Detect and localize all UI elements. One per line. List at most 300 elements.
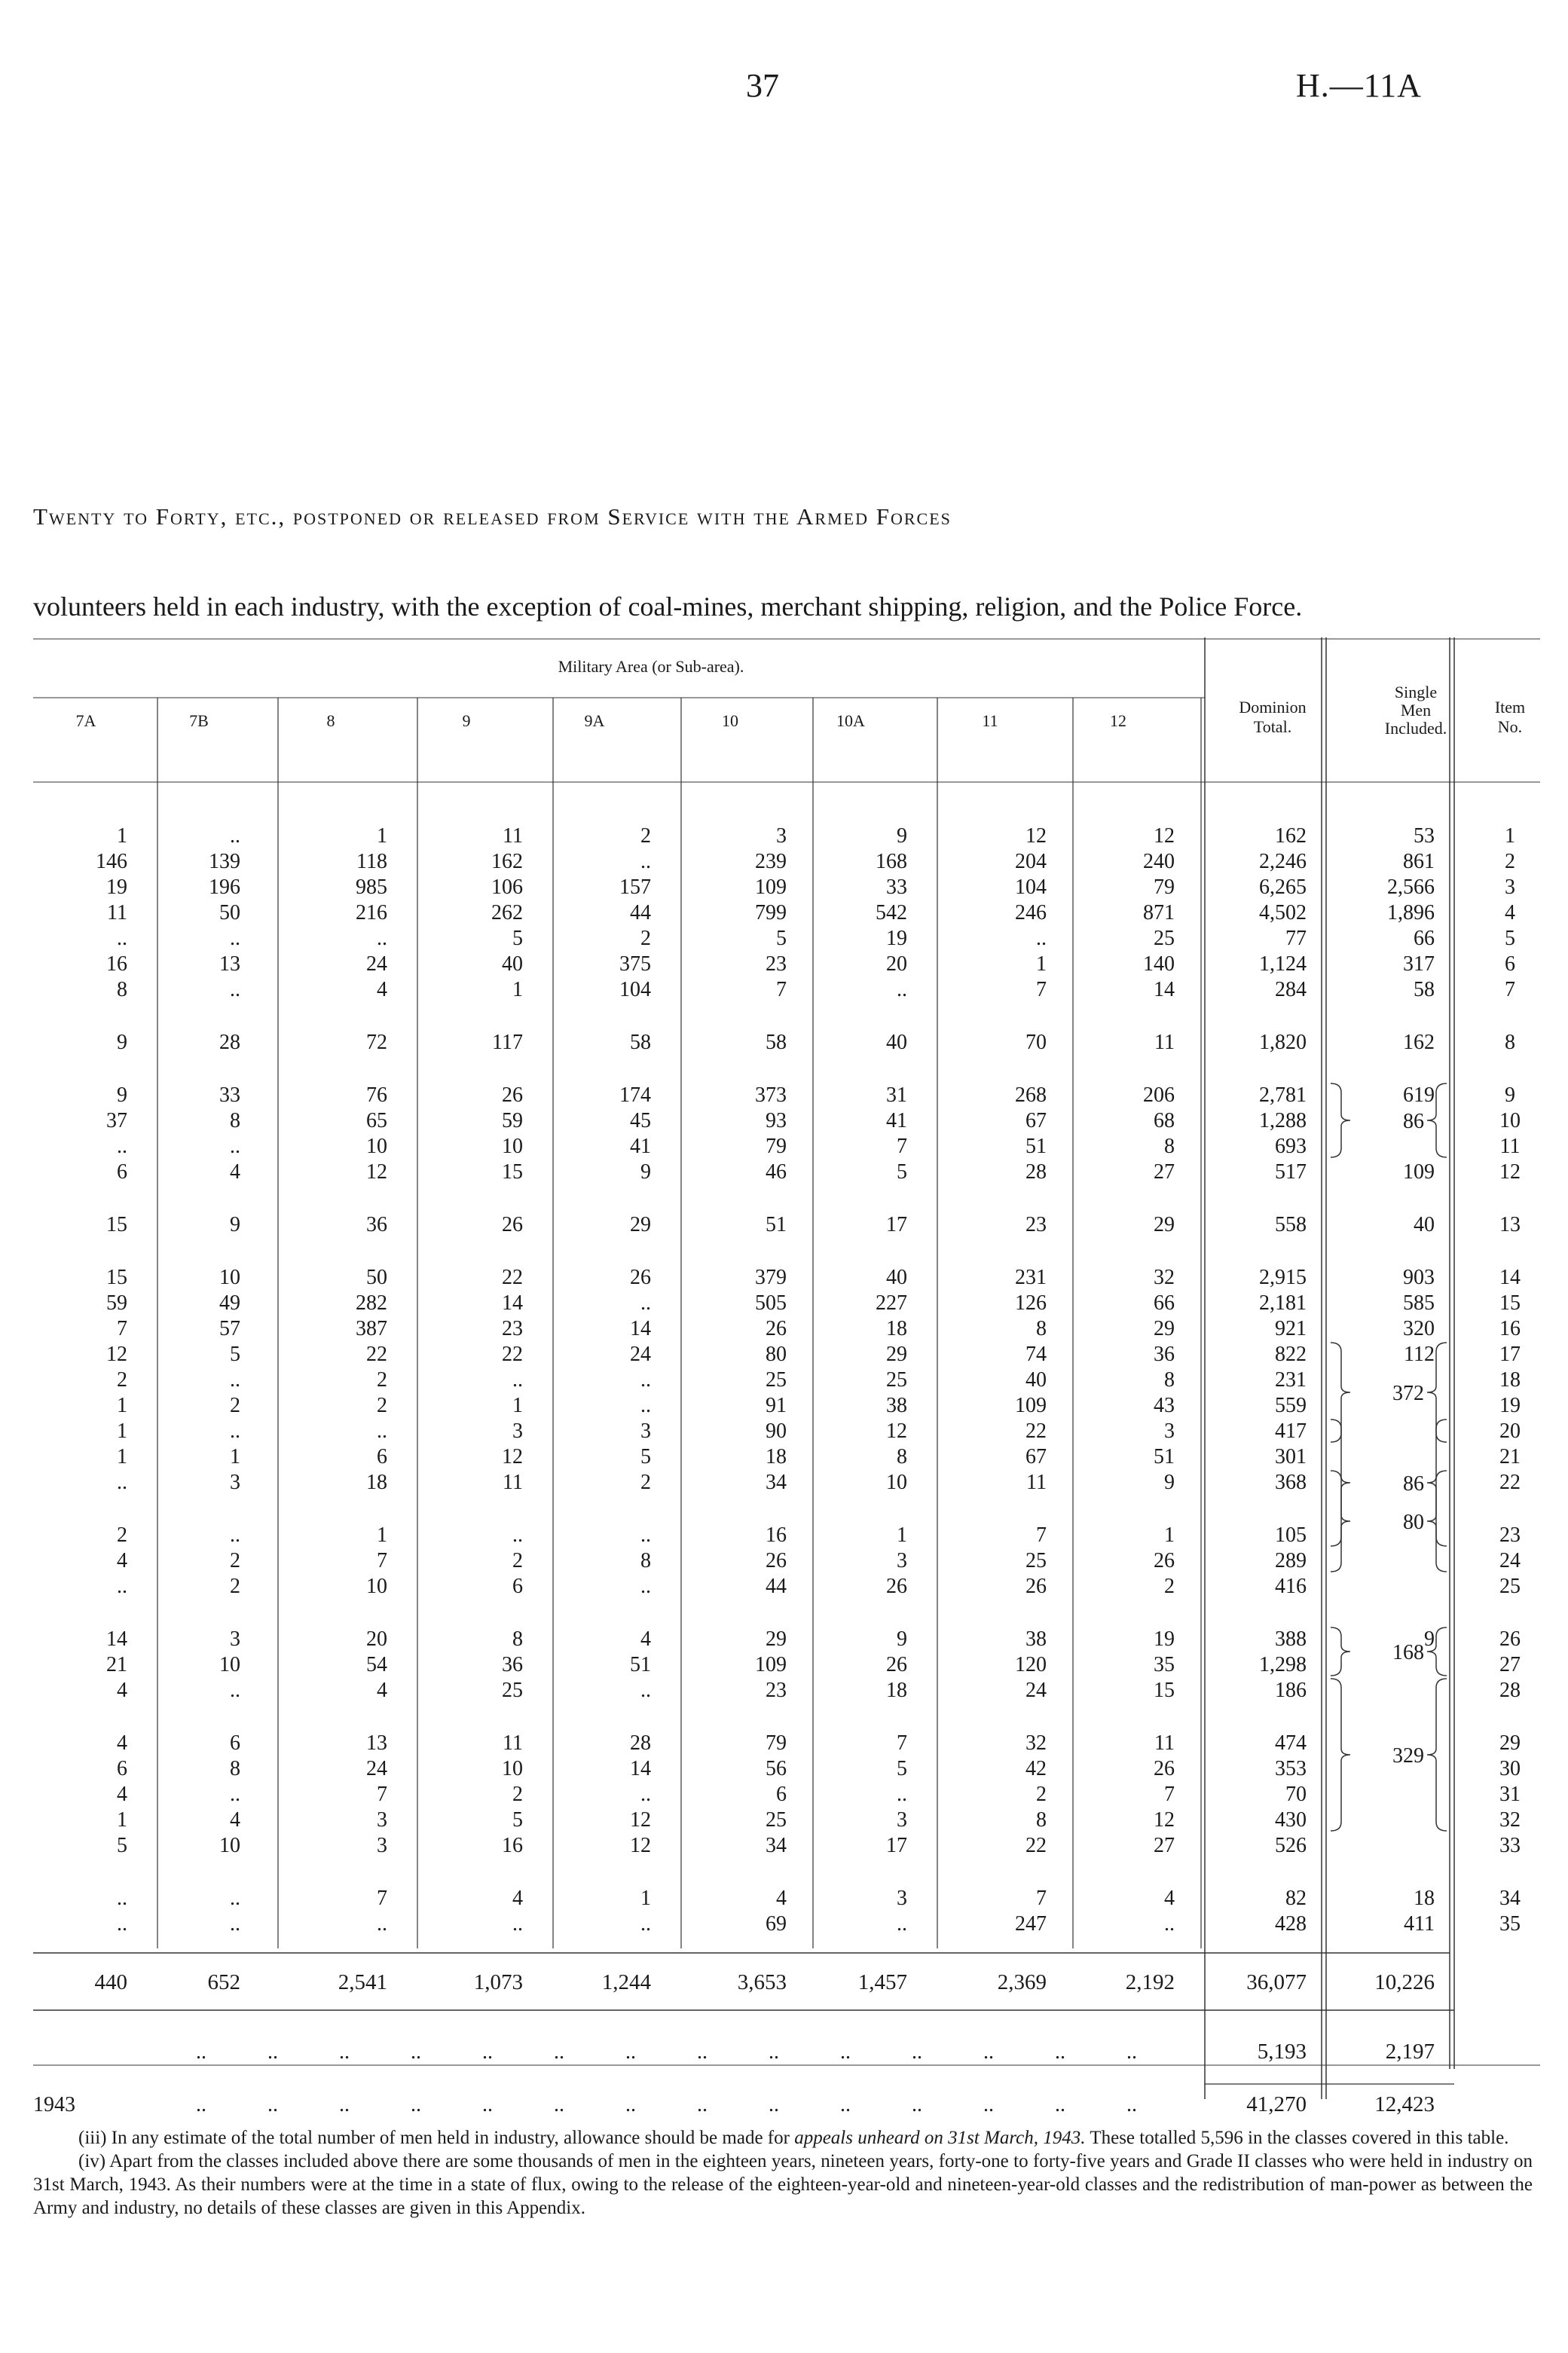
dominion-total-r24: 289 — [1275, 1549, 1307, 1572]
cell-r28-c7: 18 — [886, 1679, 907, 1702]
total-c1: 440 — [94, 1970, 127, 1994]
cell-r24-c5: 8 — [640, 1549, 651, 1572]
cell-r26-c1: 14 — [106, 1627, 127, 1651]
total-c4: 1,073 — [473, 1970, 523, 1994]
cell-r27-c5: 51 — [630, 1653, 651, 1676]
item-number-24: 24 — [1499, 1549, 1521, 1572]
item-number-3: 3 — [1505, 875, 1515, 899]
cell-r20-c9: 3 — [1164, 1419, 1175, 1443]
cell-r28-c5: .. — [640, 1679, 651, 1702]
military-area-header: Military Area (or Sub-area). — [558, 657, 744, 676]
cell-r7-c6: 7 — [776, 978, 787, 1001]
cell-r12-c8: 28 — [1025, 1160, 1047, 1184]
single-men-r6: 317 — [1403, 952, 1435, 976]
cell-r11-c7: 7 — [897, 1135, 907, 1158]
cell-r24-c6: 26 — [766, 1549, 787, 1572]
cell-r15-c4: 14 — [502, 1291, 523, 1315]
cell-r17-c9: 36 — [1154, 1343, 1175, 1366]
single-men-r5: 66 — [1414, 927, 1435, 950]
cell-r34-c5: 1 — [640, 1887, 651, 1910]
cell-r31-c9: 7 — [1164, 1783, 1175, 1806]
cell-r23-c5: .. — [640, 1523, 651, 1547]
group-subtotal-4: 80 — [1403, 1511, 1424, 1534]
single-men-r13: 40 — [1414, 1213, 1435, 1236]
item-number-18: 18 — [1499, 1368, 1521, 1392]
cell-r22-c1: .. — [117, 1471, 127, 1494]
leader-dots-1-2: .. — [267, 2040, 278, 2064]
dominion-total-r31: 70 — [1285, 1783, 1307, 1806]
cell-r29-c1: 4 — [117, 1731, 127, 1755]
cell-r13-c5: 29 — [630, 1213, 651, 1236]
dominion-total-r25: 416 — [1275, 1575, 1307, 1598]
item-number-2: 2 — [1505, 850, 1515, 873]
cell-r20-c3: .. — [377, 1419, 387, 1443]
cell-r13-c6: 51 — [766, 1213, 787, 1236]
group-brace-right-4 — [1427, 1471, 1447, 1572]
dominion-total-r29: 474 — [1275, 1731, 1307, 1755]
cell-r10-c5: 45 — [630, 1109, 651, 1132]
cell-r6-c1: 16 — [106, 952, 127, 976]
cell-r7-c5: 104 — [619, 978, 651, 1001]
item-number-29: 29 — [1499, 1731, 1521, 1755]
single-header-line1: Single — [1394, 683, 1438, 701]
single-men-total: 10,226 — [1374, 1970, 1435, 1994]
cell-r35-c3: .. — [377, 1912, 387, 1936]
cell-r19-c2: 2 — [230, 1394, 240, 1417]
cell-r25-c7: 26 — [886, 1575, 907, 1598]
cell-r14-c4: 22 — [502, 1266, 523, 1289]
cell-r7-c9: 14 — [1154, 978, 1175, 1001]
leader-dots-2-11: .. — [912, 2093, 922, 2116]
cell-r24-c1: 4 — [117, 1549, 127, 1572]
dominion-grand-total: 36,077 — [1246, 1970, 1307, 1994]
cell-r3-c9: 79 — [1154, 875, 1175, 899]
cell-r30-c4: 10 — [502, 1757, 523, 1780]
item-number-20: 20 — [1499, 1419, 1521, 1443]
cell-r14-c3: 50 — [366, 1266, 387, 1289]
cell-r32-c3: 3 — [377, 1808, 387, 1832]
leader-dots-2-6: .. — [554, 2093, 564, 2116]
leader-dots-2-3: .. — [339, 2093, 350, 2116]
summary-dominion-2: 41,270 — [1246, 2092, 1307, 2116]
group-subtotal-6: 329 — [1392, 1744, 1424, 1768]
cell-r23-c3: 1 — [377, 1523, 387, 1547]
column-number-1: 7A — [75, 711, 96, 730]
footnote-iii-text-a: (iii) In any estimate of the total number of men held in industry, allowance should be made for — [78, 2128, 795, 2148]
dominion-total-r33: 526 — [1275, 1834, 1307, 1857]
item-number-10: 10 — [1499, 1109, 1521, 1132]
cell-r20-c4: 3 — [512, 1419, 523, 1443]
cell-r1-c9: 12 — [1154, 824, 1175, 848]
cell-r35-c9: .. — [1164, 1912, 1175, 1936]
cell-r16-c2: 57 — [219, 1317, 240, 1340]
cell-r9-c6: 373 — [755, 1083, 787, 1107]
dominion-total-r1: 162 — [1275, 824, 1307, 848]
cell-r3-c1: 19 — [106, 875, 127, 899]
item-number-13: 13 — [1499, 1213, 1521, 1236]
leader-dots-2-2: .. — [267, 2093, 278, 2116]
cell-r19-c4: 1 — [512, 1394, 523, 1417]
cell-r8-c7: 40 — [886, 1031, 907, 1054]
total-c2: 652 — [207, 1970, 240, 1994]
cell-r18-c5: .. — [640, 1368, 651, 1392]
cell-r25-c1: .. — [117, 1575, 127, 1598]
cell-r34-c2: .. — [230, 1887, 240, 1910]
item-number-5: 5 — [1505, 927, 1515, 950]
dominion-total-r34: 82 — [1285, 1887, 1307, 1910]
cell-r8-c5: 58 — [630, 1031, 651, 1054]
dominion-total-r9: 2,781 — [1259, 1083, 1307, 1107]
cell-r18-c2: .. — [230, 1368, 240, 1392]
dominion-total-r23: 105 — [1275, 1523, 1307, 1547]
item-number-16: 16 — [1499, 1317, 1521, 1340]
group-brace-left-1 — [1331, 1083, 1350, 1157]
cell-r35-c8: 247 — [1015, 1912, 1047, 1936]
cell-r6-c5: 375 — [619, 952, 651, 976]
dominion-total-r15: 2,181 — [1259, 1291, 1307, 1315]
cell-r26-c5: 4 — [640, 1627, 651, 1651]
cell-r6-c9: 140 — [1143, 952, 1175, 976]
cell-r34-c3: 7 — [377, 1887, 387, 1910]
cell-r23-c8: 7 — [1036, 1523, 1047, 1547]
dominion-total-r13: 558 — [1275, 1213, 1307, 1236]
cell-r16-c8: 8 — [1036, 1317, 1047, 1340]
cell-r31-c3: 7 — [377, 1783, 387, 1806]
cell-r3-c2: 196 — [209, 875, 240, 899]
cell-r17-c6: 80 — [766, 1343, 787, 1366]
cell-r31-c1: 4 — [117, 1783, 127, 1806]
cell-r27-c8: 120 — [1015, 1653, 1047, 1676]
total-c5: 1,244 — [601, 1970, 651, 1994]
cell-r5-c9: 25 — [1154, 927, 1175, 950]
cell-r15-c7: 227 — [876, 1291, 907, 1315]
summary-single-1: 2,197 — [1385, 2040, 1435, 2064]
cell-r13-c1: 15 — [106, 1213, 127, 1236]
cell-r20-c1: 1 — [117, 1419, 127, 1443]
cell-r12-c6: 46 — [766, 1160, 787, 1184]
cell-r11-c6: 79 — [766, 1135, 787, 1158]
cell-r18-c8: 40 — [1025, 1368, 1047, 1392]
cell-r7-c3: 4 — [377, 978, 387, 1001]
cell-r27-c2: 10 — [219, 1653, 240, 1676]
cell-r7-c1: 8 — [117, 978, 127, 1001]
cell-r11-c2: .. — [230, 1135, 240, 1158]
leader-dots-2-4: .. — [411, 2093, 421, 2116]
leader-dots-1-14: .. — [1126, 2040, 1137, 2064]
cell-r29-c2: 6 — [230, 1731, 240, 1755]
cell-r8-c4: 117 — [492, 1031, 523, 1054]
cell-r8-c6: 58 — [766, 1031, 787, 1054]
cell-r29-c4: 11 — [503, 1731, 523, 1755]
cell-r10-c9: 68 — [1154, 1109, 1175, 1132]
cell-r4-c8: 246 — [1015, 901, 1047, 924]
item-number-9: 9 — [1505, 1083, 1515, 1107]
cell-r34-c1: .. — [117, 1887, 127, 1910]
dominion-total-r26: 388 — [1275, 1627, 1307, 1651]
cell-r23-c6: 16 — [766, 1523, 787, 1547]
cell-r18-c6: 25 — [766, 1368, 787, 1392]
cell-r9-c7: 31 — [886, 1083, 907, 1107]
cell-r13-c8: 23 — [1025, 1213, 1047, 1236]
statistics-table-svg — [33, 637, 1540, 2116]
cell-r12-c1: 6 — [117, 1160, 127, 1184]
cell-r12-c3: 12 — [366, 1160, 387, 1184]
cell-r10-c1: 37 — [106, 1109, 127, 1132]
cell-r25-c3: 10 — [366, 1575, 387, 1598]
summary-row-label-2: 1943 — [33, 2093, 75, 2116]
cell-r3-c8: 104 — [1015, 875, 1047, 899]
footnote-iii-emphasis: appeals unheard on 31st March, 1943. — [794, 2128, 1086, 2148]
cell-r6-c6: 23 — [766, 952, 787, 976]
cell-r31-c8: 2 — [1036, 1783, 1047, 1806]
cell-r27-c3: 54 — [366, 1653, 387, 1676]
single-men-r14: 903 — [1403, 1266, 1435, 1289]
cell-r33-c5: 12 — [630, 1834, 651, 1857]
item-number-15: 15 — [1499, 1291, 1521, 1315]
cell-r14-c1: 15 — [106, 1266, 127, 1289]
cell-r1-c5: 2 — [640, 824, 651, 848]
total-c9: 2,192 — [1125, 1970, 1175, 1994]
cell-r1-c3: 1 — [377, 824, 387, 848]
cell-r6-c4: 40 — [502, 952, 523, 976]
cell-r33-c6: 34 — [766, 1834, 787, 1857]
cell-r32-c2: 4 — [230, 1808, 240, 1832]
cell-r16-c7: 18 — [886, 1317, 907, 1340]
cell-r12-c9: 27 — [1154, 1160, 1175, 1184]
group-brace-left-5 — [1331, 1627, 1350, 1676]
cell-r25-c5: .. — [640, 1575, 651, 1598]
cell-r28-c9: 15 — [1154, 1679, 1175, 1702]
total-c6: 3,653 — [737, 1970, 787, 1994]
cell-r30-c2: 8 — [230, 1757, 240, 1780]
cell-r20-c7: 12 — [886, 1419, 907, 1443]
dominion-total-r22: 368 — [1275, 1471, 1307, 1494]
cell-r4-c7: 542 — [876, 901, 907, 924]
cell-r22-c3: 18 — [366, 1471, 387, 1494]
cell-r28-c2: .. — [230, 1679, 240, 1702]
dominion-total-r30: 353 — [1275, 1757, 1307, 1780]
cell-r20-c2: .. — [230, 1419, 240, 1443]
cell-r15-c8: 126 — [1015, 1291, 1047, 1315]
column-number-7: 10A — [836, 711, 865, 730]
single-header-line2: Men — [1400, 701, 1432, 720]
cell-r19-c7: 38 — [886, 1394, 907, 1417]
cell-r2-c3: 118 — [356, 850, 387, 873]
column-number-9: 12 — [1110, 711, 1126, 730]
group-brace-left-4 — [1331, 1471, 1350, 1572]
cell-r32-c7: 3 — [897, 1808, 907, 1832]
leader-dots-1-6: .. — [554, 2040, 564, 2064]
cell-r35-c7: .. — [897, 1912, 907, 1936]
cell-r10-c7: 41 — [886, 1109, 907, 1132]
cell-r9-c1: 9 — [117, 1083, 127, 1107]
dominion-total-r19: 559 — [1275, 1394, 1307, 1417]
cell-r26-c2: 3 — [230, 1627, 240, 1651]
cell-r17-c4: 22 — [502, 1343, 523, 1366]
cell-r31-c4: 2 — [512, 1783, 523, 1806]
cell-r21-c4: 12 — [502, 1445, 523, 1468]
cell-r35-c5: .. — [640, 1912, 651, 1936]
cell-r12-c4: 15 — [502, 1160, 523, 1184]
cell-r16-c5: 14 — [630, 1317, 651, 1340]
cell-r22-c2: 3 — [230, 1471, 240, 1494]
item-number-31: 31 — [1499, 1783, 1521, 1806]
cell-r1-c7: 9 — [897, 824, 907, 848]
cell-r9-c5: 174 — [619, 1083, 651, 1107]
cell-r24-c3: 7 — [377, 1549, 387, 1572]
dominion-total-r11: 693 — [1275, 1135, 1307, 1158]
dominion-total-r21: 301 — [1275, 1445, 1307, 1468]
cell-r14-c5: 26 — [630, 1266, 651, 1289]
cell-r26-c9: 19 — [1154, 1627, 1175, 1651]
cell-r13-c4: 26 — [502, 1213, 523, 1236]
cell-r23-c4: .. — [512, 1523, 523, 1547]
cell-r23-c9: 1 — [1164, 1523, 1175, 1547]
cell-r35-c1: .. — [117, 1912, 127, 1936]
cell-r4-c2: 50 — [219, 901, 240, 924]
cell-r28-c4: 25 — [502, 1679, 523, 1702]
cell-r31-c5: .. — [640, 1783, 651, 1806]
cell-r11-c4: 10 — [502, 1135, 523, 1158]
cell-r34-c7: 3 — [897, 1887, 907, 1910]
cell-r30-c3: 24 — [366, 1757, 387, 1780]
cell-r7-c8: 7 — [1036, 978, 1047, 1001]
cell-r7-c7: .. — [897, 978, 907, 1001]
cell-r23-c7: 1 — [897, 1523, 907, 1547]
cell-r21-c6: 18 — [766, 1445, 787, 1468]
single-men-r35: 411 — [1404, 1912, 1435, 1936]
cell-r29-c6: 79 — [766, 1731, 787, 1755]
cell-r31-c6: 6 — [776, 1783, 787, 1806]
group-brace-right-6 — [1427, 1679, 1447, 1831]
cell-r4-c9: 871 — [1143, 901, 1175, 924]
cell-r2-c7: 168 — [876, 850, 907, 873]
cell-r5-c2: .. — [230, 927, 240, 950]
cell-r14-c8: 231 — [1015, 1266, 1047, 1289]
cell-r5-c4: 5 — [512, 927, 523, 950]
cell-r15-c6: 505 — [755, 1291, 787, 1315]
cell-r19-c9: 43 — [1154, 1394, 1175, 1417]
dominion-total-r14: 2,915 — [1259, 1266, 1307, 1289]
single-men-r2: 861 — [1403, 850, 1435, 873]
leader-dots-1-5: .. — [482, 2040, 493, 2064]
cell-r9-c2: 33 — [219, 1083, 240, 1107]
cell-r33-c4: 16 — [502, 1834, 523, 1857]
footnote-iii-text-b: These totalled 5,596 in the classes covered in this table. — [1085, 2128, 1509, 2148]
cell-r3-c3: 985 — [356, 875, 387, 899]
leader-dots-2-7: .. — [625, 2093, 636, 2116]
cell-r24-c9: 26 — [1154, 1549, 1175, 1572]
leader-dots-2-5: .. — [482, 2093, 493, 2116]
dominion-total-r2: 2,246 — [1259, 850, 1307, 873]
cell-r30-c6: 56 — [766, 1757, 787, 1780]
dominion-total-r28: 186 — [1275, 1679, 1307, 1702]
cell-r25-c8: 26 — [1025, 1575, 1047, 1598]
column-number-8: 11 — [982, 711, 998, 730]
cell-r2-c5: .. — [640, 850, 651, 873]
cell-r17-c7: 29 — [886, 1343, 907, 1366]
cell-r26-c8: 38 — [1025, 1627, 1047, 1651]
leader-dots-1-13: .. — [1055, 2040, 1065, 2064]
cell-r15-c3: 282 — [356, 1291, 387, 1315]
column-number-4: 9 — [462, 711, 471, 730]
cell-r18-c7: 25 — [886, 1368, 907, 1392]
dominion-header-line1: Dominion — [1239, 698, 1307, 717]
cell-r3-c6: 109 — [755, 875, 787, 899]
cell-r23-c1: 2 — [117, 1523, 127, 1547]
cell-r21-c8: 67 — [1025, 1445, 1047, 1468]
cell-r8-c3: 72 — [366, 1031, 387, 1054]
item-number-21: 21 — [1499, 1445, 1521, 1468]
leader-dots-1-8: .. — [697, 2040, 708, 2064]
single-header-line3: Included. — [1384, 719, 1447, 738]
group-brace-left-2 — [1331, 1343, 1350, 1442]
document-reference: H.—11A — [1296, 67, 1422, 104]
cell-r20-c8: 22 — [1025, 1419, 1047, 1443]
single-men-r7: 58 — [1414, 978, 1435, 1001]
cell-r16-c6: 26 — [766, 1317, 787, 1340]
group-subtotal-5: 168 — [1392, 1641, 1424, 1664]
item-number-11: 11 — [1499, 1135, 1521, 1158]
item-number-17: 17 — [1499, 1343, 1521, 1366]
cell-r25-c4: 6 — [512, 1575, 523, 1598]
column-number-2: 7B — [189, 711, 209, 730]
cell-r32-c4: 5 — [512, 1808, 523, 1832]
cell-r16-c1: 7 — [117, 1317, 127, 1340]
item-number-28: 28 — [1499, 1679, 1521, 1702]
cell-r5-c6: 5 — [776, 927, 787, 950]
single-men-r3: 2,566 — [1387, 875, 1435, 899]
item-number-14: 14 — [1499, 1266, 1521, 1289]
item-number-4: 4 — [1505, 901, 1515, 924]
dominion-total-r7: 284 — [1275, 978, 1307, 1001]
page-number: 37 — [746, 67, 779, 104]
cell-r28-c3: 4 — [377, 1679, 387, 1702]
total-c3: 2,541 — [338, 1970, 387, 1994]
leader-dots-1-3: .. — [339, 2040, 350, 2064]
cell-r10-c6: 93 — [766, 1109, 787, 1132]
cell-r29-c8: 32 — [1025, 1731, 1047, 1755]
item-number-35: 35 — [1499, 1912, 1521, 1936]
cell-r3-c5: 157 — [619, 875, 651, 899]
cell-r33-c2: 10 — [219, 1834, 240, 1857]
cell-r2-c6: 239 — [755, 850, 787, 873]
cell-r20-c6: 90 — [766, 1419, 787, 1443]
dominion-total-r5: 77 — [1285, 927, 1307, 950]
cell-r13-c9: 29 — [1154, 1213, 1175, 1236]
dominion-total-r18: 231 — [1275, 1368, 1307, 1392]
cell-r8-c8: 70 — [1025, 1031, 1047, 1054]
cell-r11-c5: 41 — [630, 1135, 651, 1158]
cell-r21-c7: 8 — [897, 1445, 907, 1468]
cell-r15-c2: 49 — [219, 1291, 240, 1315]
cell-r12-c7: 5 — [897, 1160, 907, 1184]
summary-dominion-1: 5,193 — [1257, 2040, 1307, 2064]
cell-r33-c7: 17 — [886, 1834, 907, 1857]
cell-r29-c9: 11 — [1154, 1731, 1175, 1755]
cell-r3-c4: 106 — [491, 875, 523, 899]
cell-r14-c6: 379 — [755, 1266, 787, 1289]
cell-r11-c3: 10 — [366, 1135, 387, 1158]
cell-r24-c2: 2 — [230, 1549, 240, 1572]
cell-r24-c8: 25 — [1025, 1549, 1047, 1572]
cell-r5-c1: .. — [117, 927, 127, 950]
cell-r14-c9: 32 — [1154, 1266, 1175, 1289]
cell-r2-c4: 162 — [491, 850, 523, 873]
cell-r18-c3: 2 — [377, 1368, 387, 1392]
cell-r1-c4: 11 — [503, 824, 523, 848]
cell-r10-c3: 65 — [366, 1109, 387, 1132]
